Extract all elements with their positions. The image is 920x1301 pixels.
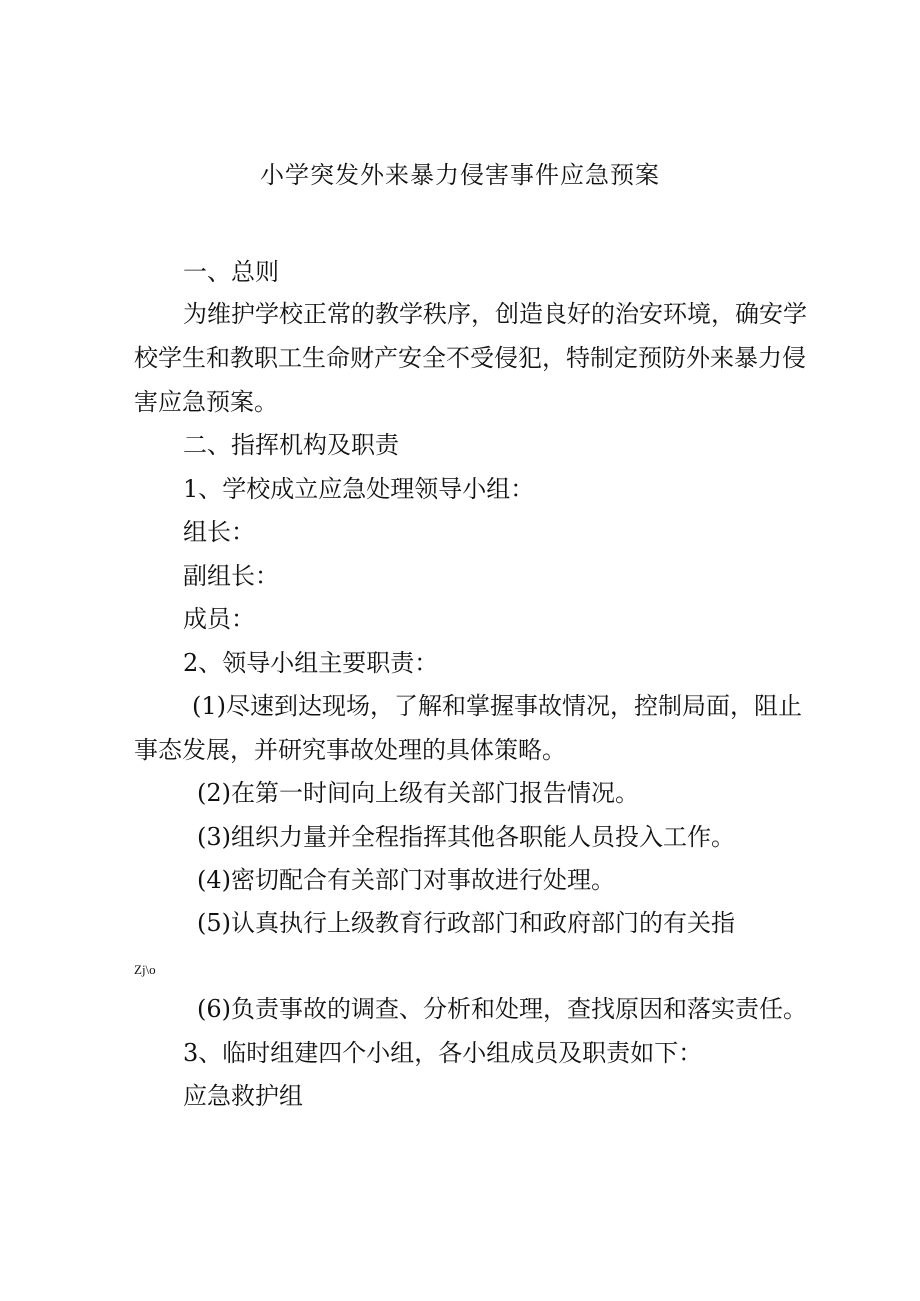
list-item: (5)认真执行上级教育行政部门和政府部门的有关指 [197, 909, 735, 937]
list-item: (6)负责事故的调查、分析和处理，查找原因和落实责任。 [197, 995, 807, 1023]
paragraph-line: 害应急预案。 [134, 388, 278, 416]
paragraph-line: 校学生和教职工生命财产安全不受侵犯，特制定预防外来暴力侵 [134, 344, 806, 372]
role-leader: 组长： [183, 518, 255, 546]
paragraph-line: 为维护学校正常的教学秩序，创造良好的治安环境，确安学 [183, 300, 807, 328]
paragraph-line: 1、学校成立应急处理领导小组： [183, 475, 535, 503]
section-heading-general: 一、总则 [183, 258, 279, 286]
paragraph-line: 2、领导小组主要职责： [183, 649, 439, 677]
role-deputy-leader: 副组长： [183, 562, 279, 590]
role-members: 成员： [183, 605, 255, 633]
section-heading-command: 二、指挥机构及职责 [183, 431, 399, 459]
page-mark: Zj\o [134, 962, 156, 977]
list-item-continuation: 事态发展，并研究事故处理的具体策略。 [134, 736, 566, 764]
list-item: (3)组织力量并全程指挥其他各职能人员投入工作。 [197, 823, 735, 851]
paragraph-line: 3、临时组建四个小组，各小组成员及职责如下： [183, 1039, 703, 1067]
document-title: 小学突发外来暴力侵害事件应急预案 [260, 161, 660, 189]
list-item: (1)尽速到达现场，了解和掌握事故情况，控制局面，阻止 [192, 692, 802, 720]
list-item: (4)密切配合有关部门对事故进行处理。 [197, 866, 615, 894]
list-item: (2)在第一时间向上级有关部门报告情况。 [197, 779, 639, 807]
subsection-heading: 应急救护组 [183, 1082, 303, 1110]
